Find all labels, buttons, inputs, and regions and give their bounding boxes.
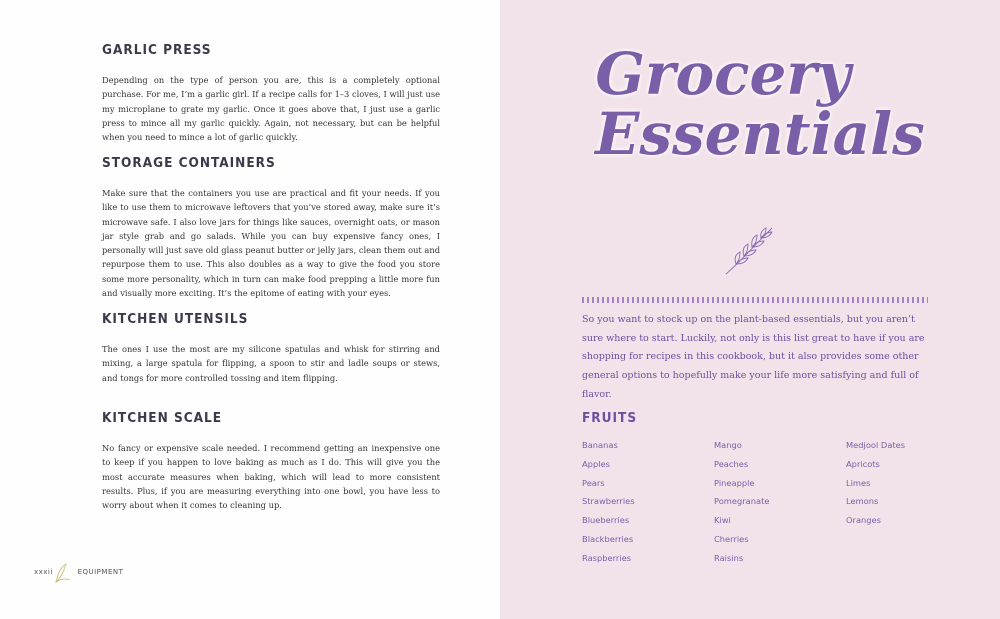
fruit-item: Pears <box>582 477 605 488</box>
section-garlic-press <box>102 42 440 144</box>
fruits-heading: FRUITS <box>582 410 638 426</box>
page-footer <box>34 568 123 576</box>
section-body: Make sure that the containers you use are practical and fit your needs. If you like to use them to microwave leftovers that you’ve stored away, make sure it’s microwave safe. I also love jars for things like sauces, overnight oats, or mason jar style grab and go salads. While you can buy expensive fancy ones, I personally will just save old glass peanut butter or jelly jars, clean them out and repurpose them to use. This also doubles as a way to give the food you store some more personality, which in turn can make food prepping a little more fun and visually more exciting. It’s the epitome of eating with your eyes. <box>102 188 440 299</box>
section-title: KITCHEN SCALE <box>102 410 223 426</box>
fruit-item: Strawberries <box>582 496 635 507</box>
fruits-column-2 <box>714 438 769 570</box>
fruit-item: Kiwi <box>714 515 731 526</box>
dashed-divider <box>582 297 928 303</box>
fruit-item: Raspberries <box>582 552 632 563</box>
intro-paragraph: So you want to stock up on the plant-based essentials, but you aren’t sure where to start. Luckily, not only is this list great to have if you are shopping for recipes in this cookbook, but it also provides some other general options to hopefully make your life more satisfying and full of flavor. <box>582 314 925 400</box>
page-number: xxxii <box>34 568 53 576</box>
section-title: STORAGE CONTAINERS <box>102 155 276 171</box>
fruit-item: Apricots <box>846 458 880 469</box>
section-body: No fancy or expensive scale needed. I recommend getting an inexpensive one to keep if you happen to love baking as much as I do. This will give you the most accurate measures when baking, which will lead to more consistent results. Plus, if you are measuring everything into one bowl, you have less to worry about when it comes to cleaning up. <box>102 443 440 511</box>
fruit-item: Lemons <box>846 496 879 507</box>
fruits-column-1 <box>582 438 635 570</box>
section-body: Depending on the type of person you are, this is a completely optional purchase. For me, I’m a garlic girl. If a recipe calls for 1–3 cloves, I will just use my microplane to grate my garlic. Once it goes above that, I just use a garlic press to mince all my garlic quickly. Again, not necessary, but can be helpful when you need to mince a lot of garlic quickly. <box>102 75 440 143</box>
fruit-item: Raisins <box>714 552 744 563</box>
fruit-item: Apples <box>582 458 610 469</box>
section-kitchen-utensils <box>102 311 440 385</box>
fruit-item: Bananas <box>582 440 618 450</box>
fruit-item: Limes <box>846 477 871 488</box>
fruit-item: Oranges <box>846 515 881 526</box>
fruit-item: Cherries <box>714 533 749 544</box>
fruit-item: Peaches <box>714 458 749 469</box>
fruit-item: Blackberries <box>582 533 634 544</box>
section-body: The ones I use the most are my silicone spatulas and whisk for stirring and mixing, a large spatula for flipping, a spoon to stir and ladle soups or stews, and tongs for more controlled tossing and item flipping. <box>102 344 440 383</box>
fruit-item: Blueberries <box>582 515 630 526</box>
title-line-2: Essentials <box>595 100 925 168</box>
fruit-item: Medjool Dates <box>846 440 906 450</box>
title-line-1: Grocery <box>595 40 851 108</box>
section-title: GARLIC PRESS <box>102 42 212 58</box>
leaf-ornament-icon <box>52 562 72 584</box>
fruit-item: Pineapple <box>714 477 755 488</box>
section-storage-containers <box>102 155 440 300</box>
herb-sprig-icon <box>722 222 778 278</box>
fruit-item: Mango <box>714 440 742 450</box>
section-title: KITCHEN UTENSILS <box>102 311 249 327</box>
section-kitchen-scale <box>102 410 440 512</box>
fruit-item: Pomegranate <box>714 496 770 507</box>
fruits-column-3 <box>846 438 905 532</box>
section-label: EQUIPMENT <box>77 568 124 576</box>
